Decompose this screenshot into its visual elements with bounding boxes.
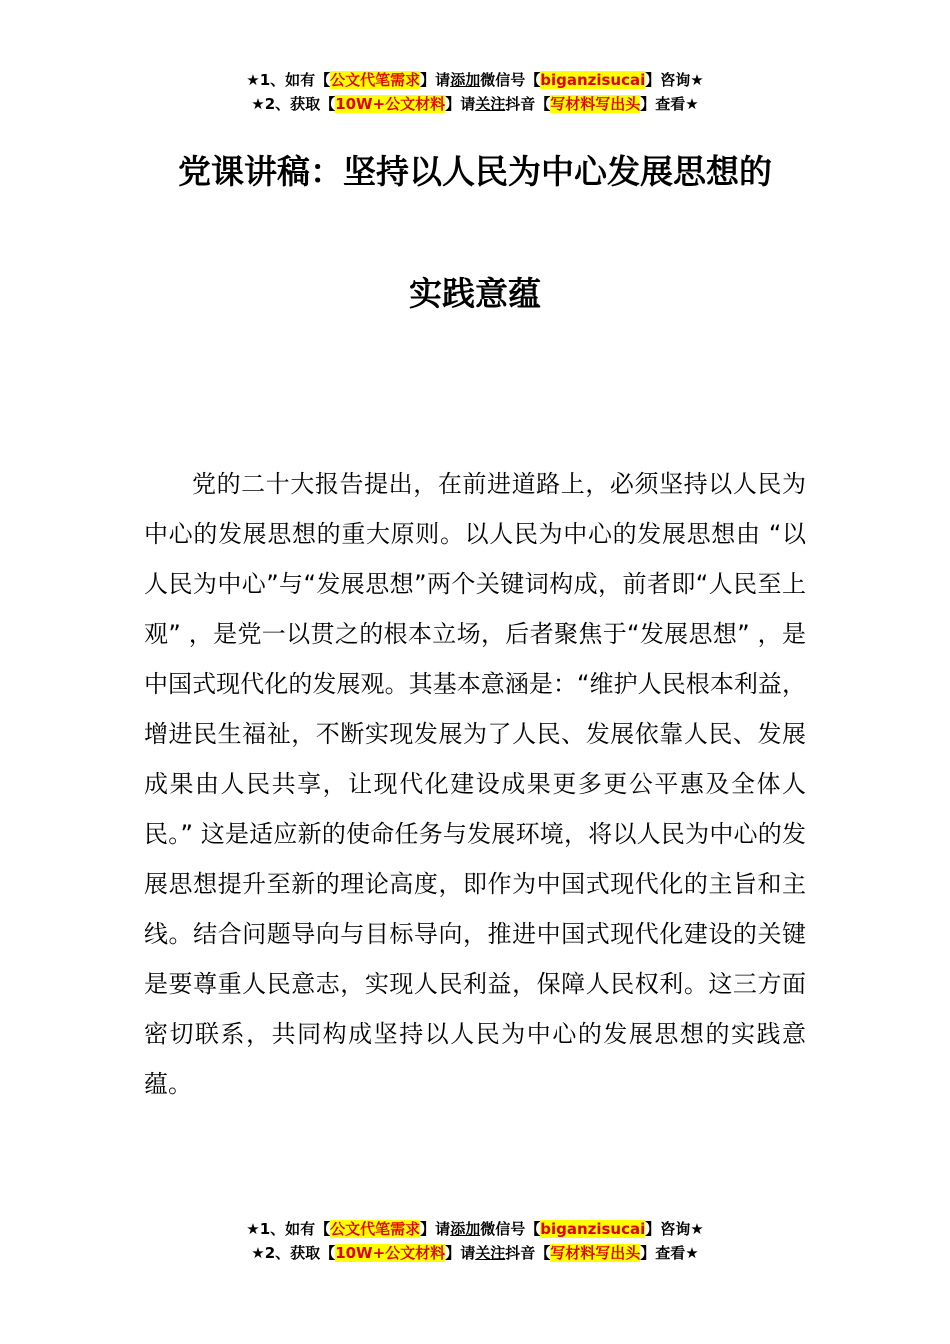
promo-highlight: 公文代笔需求 [330, 1220, 421, 1238]
promo-text: 2、获取【 [264, 1244, 336, 1262]
promo-highlight: 写材料写出头 [550, 1244, 641, 1262]
star-icon: ★ [246, 1220, 260, 1238]
promo-text: 微信号【 [480, 1220, 541, 1238]
promo-header [0, 68, 950, 116]
promo-underlined: 添加 [450, 71, 481, 89]
star-icon: ★ [251, 95, 265, 113]
promo-text: 】查看★ [640, 95, 699, 113]
promo-text: 】咨询★ [645, 1220, 704, 1238]
star-icon: ★ [251, 1244, 265, 1262]
star-icon: ★ [246, 71, 260, 89]
promo-underlined: 添加 [450, 1220, 481, 1238]
promo-highlight: 公文代笔需求 [330, 71, 421, 89]
document-title-line-2: 实践意蕴 [409, 274, 541, 313]
promo-line-2 [0, 92, 950, 116]
promo-highlight: biganzisucai [540, 1220, 646, 1238]
promo-footer [0, 1217, 950, 1265]
promo-underlined: 关注 [475, 1244, 506, 1262]
promo-text: 抖音【 [505, 1244, 551, 1262]
promo-text: 】查看★ [640, 1244, 699, 1262]
promo-line-2 [0, 1241, 950, 1265]
promo-line-1 [0, 68, 950, 92]
promo-text: 】请 [420, 1220, 451, 1238]
promo-text: 2、获取【 [264, 95, 336, 113]
promo-text: 1、如有【 [259, 71, 331, 89]
promo-text: 微信号【 [480, 71, 541, 89]
promo-highlight: 写材料写出头 [550, 95, 641, 113]
promo-text: 】请 [445, 95, 476, 113]
promo-text: 】请 [420, 71, 451, 89]
promo-highlight: 10W+公文材料 [335, 1244, 446, 1262]
promo-underlined: 关注 [475, 95, 506, 113]
promo-text: 】咨询★ [645, 71, 704, 89]
promo-highlight: 10W+公文材料 [335, 95, 446, 113]
promo-highlight: biganzisucai [540, 71, 646, 89]
promo-text: 1、如有【 [259, 1220, 331, 1238]
body-paragraph: 党的二十大报告提出，在前进道路上，必须坚持以人民为中心的发展思想的重大原则。以人民为中心的发展思想由 “以人民为中心”与“发展思想”两个关键词构成，前者即“人民至上观” ，是党一以贯之的根本立场，后者聚焦于“发展思想” ，是中国式现代化的发展观。其基本意涵是：“维护人民根本利益，增进民生福祉，不断实现发展为了人民、发展依靠人民、发展成果由人民共享，让现代化建设成果更多更公平惠及全体人民。” 这是适应新的使命任务与发展环境，将以人民为中心的发展思想提升至新的理论高度，即作为中国式现代化的主旨和主线。结合问题导向与目标导向，推进中国式现代化建设的关键是要尊重人民意志，实现人民利益，保障人民权利。这三方面密切联系，共同构成坚持以人民为中心的发展思想的实践意蕴。 [144, 470, 806, 1098]
promo-line-1 [0, 1217, 950, 1241]
document-title-line-1: 党课讲稿：坚持以人民为中心发展思想的 [178, 152, 772, 191]
promo-text: 】请 [445, 1244, 476, 1262]
promo-text: 抖音【 [505, 95, 551, 113]
